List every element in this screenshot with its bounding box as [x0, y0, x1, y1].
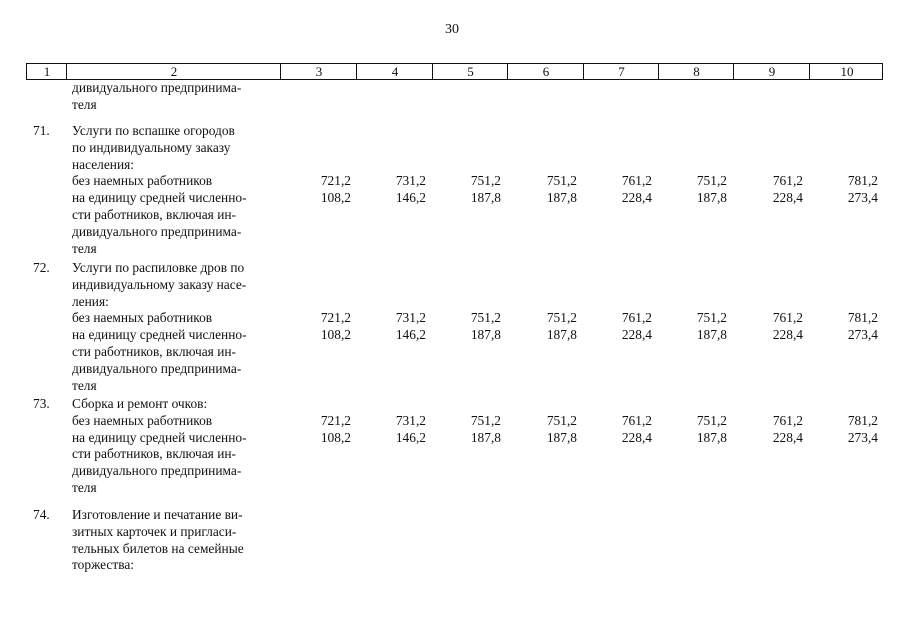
value-cell: 731,2 [395, 310, 426, 326]
value-cell: 108,2 [320, 327, 351, 343]
item-description-line: на единицу средней численно- [72, 429, 247, 445]
item-description-line: индивидуальному заказу насе- [72, 276, 247, 292]
table-header-row [26, 63, 883, 80]
value-cell: 108,2 [320, 429, 351, 445]
value-cell: 187,8 [546, 190, 577, 206]
value-cell: 751,2 [696, 173, 727, 189]
item-description-line: сти работников, включая ин- [72, 344, 236, 359]
value-cell: 781,2 [847, 173, 878, 189]
value-cell: 273,4 [847, 327, 878, 343]
header-cell-10: 10 [809, 64, 884, 79]
value-cell: 721,2 [320, 412, 351, 428]
item-description-line: теля [72, 377, 97, 393]
item-description-line: ления: [72, 293, 109, 309]
value-cell: 761,2 [621, 412, 652, 428]
value-cell: 187,8 [470, 327, 501, 343]
value-cell: 761,2 [772, 173, 803, 189]
value-cell: 228,4 [772, 327, 803, 343]
item-number: 74. [33, 507, 50, 522]
header-cell-6: 6 [507, 64, 584, 79]
value-cell: 187,8 [696, 327, 727, 343]
value-cell: 781,2 [847, 310, 878, 326]
value-cell: 751,2 [546, 310, 577, 326]
value-cell: 751,2 [546, 412, 577, 428]
value-cell: 761,2 [621, 173, 652, 189]
value-cell: 731,2 [395, 412, 426, 428]
value-cell: 146,2 [395, 429, 426, 445]
item-description-line: зитных карточек и пригласи- [72, 523, 237, 539]
value-cell: 228,4 [772, 429, 803, 445]
header-cell-5: 5 [432, 64, 508, 79]
value-cell: 761,2 [772, 310, 803, 326]
item-description-line: торжества: [72, 557, 135, 573]
item-description-line: теля [72, 240, 97, 256]
value-cell: 187,8 [696, 429, 727, 445]
value-cell: 781,2 [847, 412, 878, 428]
value-cell: 751,2 [546, 173, 577, 189]
value-cell: 721,2 [320, 310, 351, 326]
value-cell: 761,2 [621, 310, 652, 326]
header-cell-4: 4 [356, 64, 433, 79]
item-description-line: без наемных работников [72, 310, 213, 326]
item-description-line: без наемных работников [72, 412, 213, 428]
header-cell-2: 2 [66, 64, 281, 79]
item-description-line: сти работников, включая ин- [72, 207, 236, 222]
continuation-line: теля [72, 96, 97, 112]
header-cell-3: 3 [280, 64, 357, 79]
value-cell: 751,2 [470, 173, 501, 189]
value-cell: 146,2 [395, 327, 426, 343]
item-description-line: теля [72, 480, 97, 495]
value-cell: 187,8 [470, 190, 501, 206]
value-cell: 751,2 [696, 412, 727, 428]
value-cell: 751,2 [470, 412, 501, 428]
item-description-line: без наемных работников [72, 173, 213, 189]
value-cell: 108,2 [320, 190, 351, 206]
item-number: 72. [33, 260, 50, 275]
item-description-line: Услуги по вспашке огородов [72, 123, 235, 138]
value-cell: 187,8 [470, 429, 501, 445]
value-cell: 273,4 [847, 429, 878, 445]
value-cell: 146,2 [395, 190, 426, 206]
continuation-line: дивидуального предпринима- [72, 80, 242, 95]
item-description-line: тельных билетов на семейные [72, 540, 244, 556]
item-description-line: дивидуального предпринима- [72, 463, 242, 479]
value-cell: 228,4 [772, 190, 803, 206]
page-number: 30 [445, 22, 459, 37]
header-cell-1: 1 [43, 64, 51, 79]
value-cell: 228,4 [621, 429, 652, 445]
header-cell-7: 7 [583, 64, 659, 79]
value-cell: 721,2 [320, 173, 351, 189]
value-cell: 228,4 [621, 190, 652, 206]
value-cell: 187,8 [696, 190, 727, 206]
value-cell: 187,8 [546, 327, 577, 343]
item-description-line: населения: [72, 156, 134, 172]
value-cell: 751,2 [470, 310, 501, 326]
item-description-line: Сборка и ремонт очков: [72, 396, 208, 411]
item-description-line: на единицу средней численно- [72, 190, 247, 206]
item-description-line: дивидуального предпринима- [72, 360, 242, 376]
item-description-line: Услуги по распиловке дров по [72, 260, 245, 275]
value-cell: 228,4 [621, 327, 652, 343]
value-cell: 731,2 [395, 173, 426, 189]
value-cell: 273,4 [847, 190, 878, 206]
value-cell: 761,2 [772, 412, 803, 428]
item-description-line: сти работников, включая ин- [72, 446, 236, 462]
item-description-line: на единицу средней численно- [72, 327, 247, 343]
item-description-line: по индивидуальному заказу [72, 139, 231, 155]
header-cell-8: 8 [658, 64, 734, 79]
header-cell-9: 9 [733, 64, 810, 79]
item-number: 71. [33, 123, 50, 138]
item-description-line: Изготовление и печатание ви- [72, 507, 243, 522]
value-cell: 751,2 [696, 310, 727, 326]
value-cell: 187,8 [546, 429, 577, 445]
item-description-line: дивидуального предпринима- [72, 223, 242, 239]
item-number: 73. [33, 396, 50, 411]
